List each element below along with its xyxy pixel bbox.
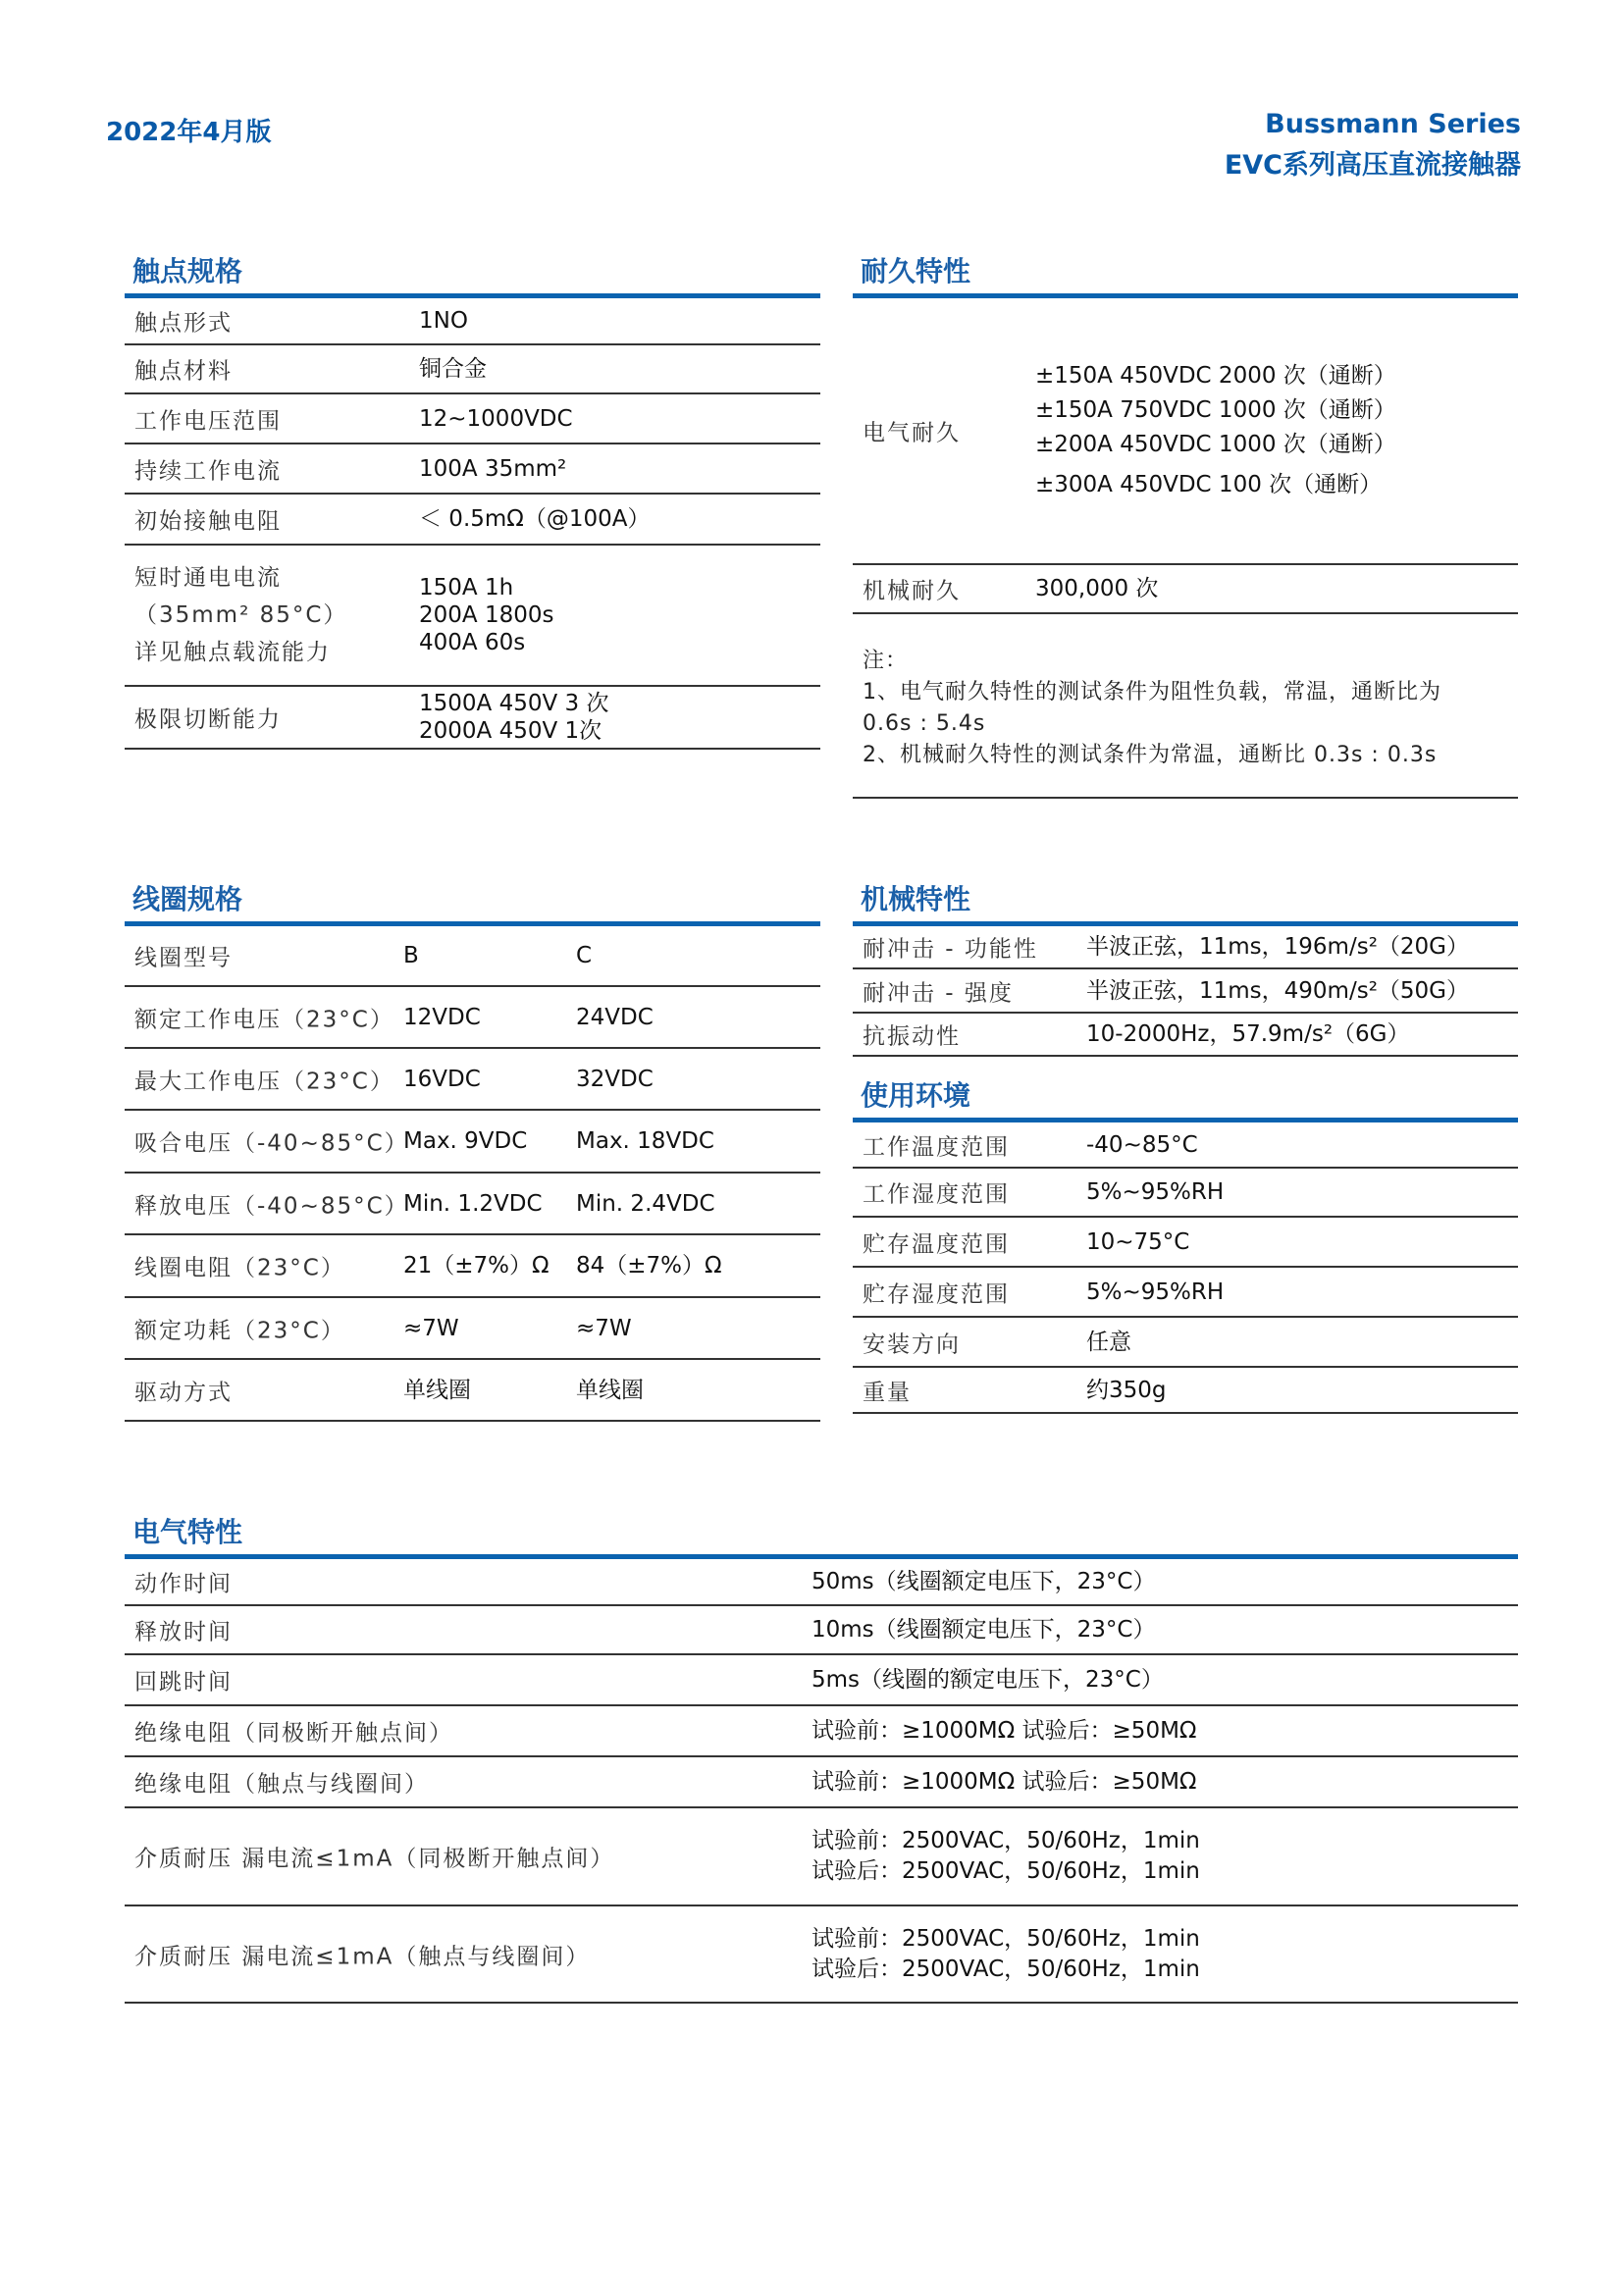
row-label: 释放电压（-40~85°C） (134, 1193, 409, 1219)
value-line: 2000A 450V 1次 (419, 718, 602, 744)
value-line: 试验前：2500VAC，50/60Hz，1min (812, 1828, 1200, 1853)
label-line: 详见触点载流能力 (134, 640, 331, 665)
row-label: 触点形式 (134, 310, 233, 337)
value-line: ±200A 450VDC 1000 次（通断） (1035, 432, 1396, 457)
section-title: 耐久特性 (861, 255, 971, 287)
row-label: 初始接触电阻 (134, 508, 282, 535)
row-label: 机械耐久 (863, 578, 961, 604)
value-c: 32VDC (576, 1066, 654, 1092)
section-title: 线圈规格 (132, 883, 243, 915)
contact-spec-section (125, 253, 820, 750)
table-row-breaking-capacity (125, 687, 820, 750)
table-row (125, 1235, 820, 1298)
value-line: 400A 60s (419, 630, 526, 655)
table-header-row (125, 926, 820, 987)
table-row (125, 1559, 1518, 1606)
table-row (125, 1706, 1518, 1757)
row-value: 试验前：≥1000MΩ 试验后：≥50MΩ (812, 1769, 1197, 1795)
row-value: 试验前：≥1000MΩ 试验后：≥50MΩ (812, 1718, 1197, 1744)
row-value (419, 574, 553, 656)
coil-spec-section (125, 881, 820, 1422)
row-label: 线圈型号 (134, 945, 233, 971)
row-value: 10-2000Hz，57.9m/s²（6G） (1086, 1021, 1410, 1047)
environment-section (853, 1077, 1518, 1414)
row-label: 介质耐压 漏电流≤1mA（同极断开触点间） (134, 1846, 615, 1872)
table-row (125, 444, 820, 495)
value-c: 单线圈 (576, 1377, 644, 1403)
table-row (125, 298, 820, 345)
note-line: 注： (863, 649, 909, 673)
row-label: 最大工作电压（23°C） (134, 1069, 394, 1094)
endurance-section (853, 253, 1518, 799)
row-value: 100A 35mm² (419, 455, 567, 482)
value-b: 21（±7%）Ω (403, 1253, 550, 1278)
value-line: 1500A 450V 3 次 (419, 691, 609, 716)
row-label: 电气耐久 (863, 420, 961, 446)
series-name: Bussmann Series (1265, 109, 1521, 139)
row-label: 工作电压范围 (134, 408, 282, 434)
table-row-short-time-current (125, 546, 820, 687)
row-value: 1NO (419, 308, 468, 334)
note-line: 0.6s : 5.4s (863, 711, 986, 736)
row-value: 5ms（线圈的额定电压下，23°C） (812, 1667, 1164, 1693)
row-label: 贮存温度范围 (863, 1231, 1010, 1257)
document-date: 2022年4月版 (106, 118, 272, 147)
row-label: 持续工作电流 (134, 458, 282, 484)
row-label: 驱动方式 (134, 1380, 233, 1405)
value-c: ≈7W (576, 1315, 632, 1341)
table-row (125, 1655, 1518, 1706)
table-row (125, 1360, 820, 1422)
table-row (125, 987, 820, 1049)
electrical-section (125, 1514, 1518, 2004)
product-name: EVC系列高压直流接触器 (1224, 150, 1521, 181)
row-value (812, 1826, 1200, 1887)
row-label: 释放时间 (134, 1619, 233, 1645)
value-b: 12VDC (403, 1004, 481, 1030)
notes (863, 646, 1441, 771)
value-b: ≈7W (403, 1315, 459, 1341)
row-label: 抗振动性 (863, 1023, 961, 1050)
row-label: 安装方向 (863, 1331, 961, 1357)
row-value (812, 1924, 1200, 1985)
value-b: Min. 1.2VDC (403, 1190, 543, 1217)
document-header (1225, 104, 1521, 186)
table-row (853, 969, 1518, 1014)
row-label: 绝缘电阻（同极断开触点间） (134, 1720, 453, 1747)
row-label: 绝缘电阻（触点与线圈间） (134, 1771, 429, 1798)
row-label: 工作温度范围 (863, 1134, 1010, 1160)
row-value: 任意 (1086, 1329, 1131, 1355)
row-value: 半波正弦，11ms，196m/s²（20G） (1086, 934, 1470, 960)
table-row (125, 1174, 820, 1235)
table-row (125, 1906, 1518, 2004)
table-row (125, 1808, 1518, 1906)
row-label: 动作时间 (134, 1571, 233, 1597)
row-label: 介质耐压 漏电流≤1mA（触点与线圈间） (134, 1944, 591, 1969)
value-c: 84（±7%）Ω (576, 1253, 722, 1278)
label-line: （35mm² 85°C） (134, 602, 348, 628)
row-label: 线圈电阻（23°C） (134, 1255, 345, 1281)
row-value: 约350g (1086, 1377, 1167, 1403)
value-line: ±150A 750VDC 1000 次（通断） (1035, 397, 1396, 423)
section-title: 电气特性 (132, 1516, 243, 1548)
row-value (419, 690, 608, 745)
value-line: 200A 1800s (419, 602, 554, 628)
row-value: 50ms（线圈额定电压下，23°C） (812, 1569, 1156, 1594)
row-value: 10ms（线圈额定电压下，23°C） (812, 1617, 1156, 1643)
value-c: 24VDC (576, 1004, 654, 1030)
value-line: 试验后：2500VAC，50/60Hz，1min (812, 1956, 1200, 1982)
row-label: 额定工作电压（23°C） (134, 1007, 394, 1032)
table-row (125, 1298, 820, 1360)
row-label: 耐冲击 - 功能性 (863, 936, 1038, 963)
table-row (125, 1049, 820, 1111)
row-value: 10~75°C (1086, 1228, 1190, 1255)
row-value: 12~1000VDC (419, 405, 573, 432)
row-label: 重量 (863, 1380, 912, 1405)
table-row (853, 1014, 1518, 1057)
row-label: 吸合电压（-40~85°C） (134, 1130, 409, 1157)
table-row-mechanical-endurance (853, 565, 1518, 614)
note-line: 2、机械耐久特性的测试条件为常温，通断比 0.3s : 0.3s (863, 743, 1438, 767)
row-value (1035, 359, 1396, 502)
row-value: 300,000 次 (1035, 576, 1159, 601)
table-row (853, 1122, 1518, 1169)
section-title: 使用环境 (861, 1079, 971, 1112)
row-label: 耐冲击 - 强度 (863, 980, 1014, 1006)
value-line: 试验后：2500VAC，50/60Hz，1min (812, 1858, 1200, 1884)
row-value: 5%~95%RH (1086, 1179, 1225, 1205)
row-label: 贮存湿度范围 (863, 1281, 1010, 1307)
notes-block (853, 614, 1518, 799)
row-label: 工作湿度范围 (863, 1181, 1010, 1208)
value-c: Min. 2.4VDC (576, 1190, 715, 1217)
note-line: 1、电气耐久特性的测试条件为阻性负载，常温，通断比为 (863, 680, 1441, 704)
table-row (853, 926, 1518, 969)
table-row (853, 1368, 1518, 1414)
row-label (134, 559, 347, 671)
table-row (853, 1268, 1518, 1318)
table-row (853, 1169, 1518, 1218)
table-row (125, 495, 820, 546)
table-row (853, 1218, 1518, 1268)
value-b: 单线圈 (403, 1377, 471, 1403)
value-b: Max. 9VDC (403, 1128, 528, 1154)
value-line: 试验前：2500VAC，50/60Hz，1min (812, 1925, 1200, 1952)
label-line: 短时通电电流 (134, 565, 282, 591)
row-value: 半波正弦，11ms，490m/s²（50G） (1086, 977, 1470, 1004)
section-title: 触点规格 (132, 255, 243, 287)
value-c: Max. 18VDC (576, 1128, 714, 1154)
table-row (125, 394, 820, 444)
value-b: 16VDC (403, 1066, 481, 1092)
row-label: 触点材料 (134, 358, 233, 385)
table-row (125, 345, 820, 394)
mechanical-section (853, 881, 1518, 1057)
column-c-header: C (576, 943, 593, 968)
row-label: 极限切断能力 (134, 706, 282, 733)
row-label: 回跳时间 (134, 1669, 233, 1696)
row-value: 铜合金 (419, 356, 487, 382)
table-row (125, 1111, 820, 1174)
table-row (125, 1757, 1518, 1808)
value-line: ±150A 450VDC 2000 次（通断） (1035, 363, 1396, 389)
value-line: 150A 1h (419, 575, 514, 600)
column-b-header: B (403, 943, 419, 968)
value-line: ±300A 450VDC 100 次（通断） (1035, 472, 1383, 497)
section-title: 机械特性 (861, 883, 971, 915)
row-value: ＜ 0.5mΩ（@100A） (419, 506, 651, 532)
row-value: -40~85°C (1086, 1131, 1198, 1158)
row-label: 额定功耗（23°C） (134, 1318, 345, 1343)
table-row (853, 1318, 1518, 1368)
table-row (125, 1606, 1518, 1655)
table-row-electrical-endurance (853, 298, 1518, 565)
row-value: 5%~95%RH (1086, 1278, 1225, 1305)
